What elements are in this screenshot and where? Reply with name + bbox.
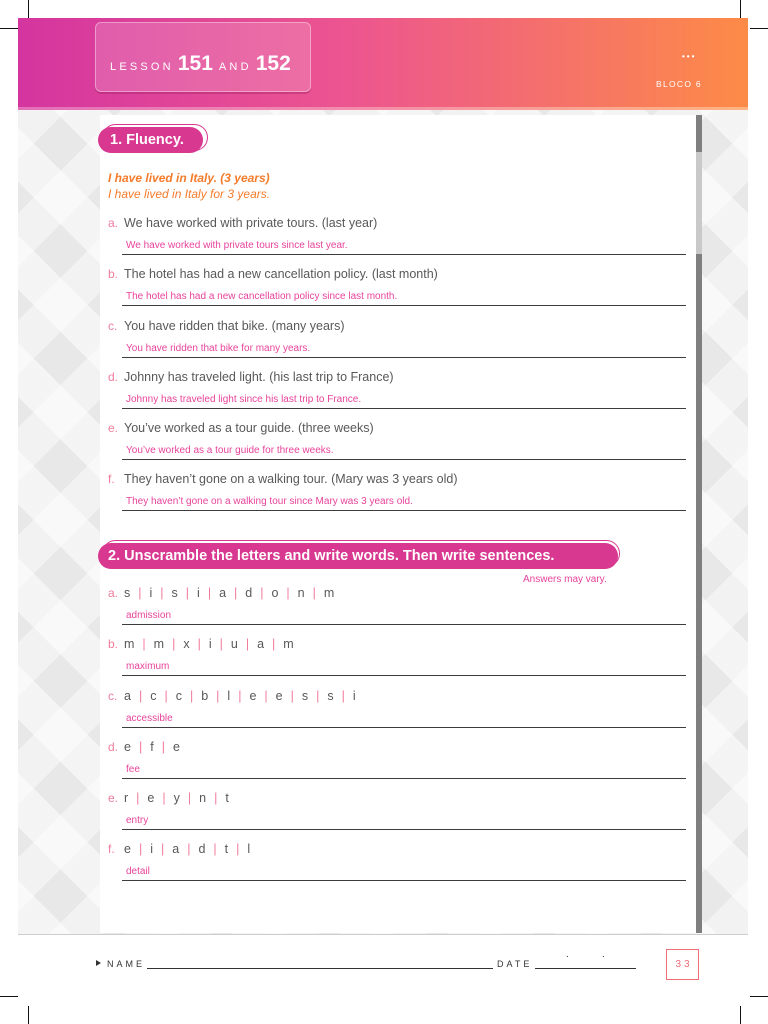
letter-separator: |	[197, 637, 201, 652]
item-letter: a.	[108, 586, 119, 600]
scrambled-letter: l	[227, 688, 231, 703]
scrambled-letter: i	[150, 842, 153, 857]
date-separator-dot: .	[602, 949, 605, 960]
name-field[interactable]	[147, 968, 493, 969]
scrambled-letter: u	[230, 637, 238, 652]
letter-separator: |	[172, 637, 176, 652]
scrambled-letter: s	[171, 586, 178, 600]
fluency-item	[108, 316, 686, 367]
section1-title: 1. Fluency.	[98, 127, 203, 153]
lesson-number-first: 151	[177, 52, 213, 75]
letter-separator: |	[142, 637, 146, 652]
scrambled-letter: t	[225, 791, 229, 806]
answers-note: Answers may vary.	[523, 574, 607, 585]
section2-title: 2. Unscramble the letters and write words. Then write sentences.	[98, 543, 618, 569]
example-answer: I have lived in Italy for 3 years.	[108, 187, 271, 201]
lesson-title	[110, 49, 291, 79]
letter-separator: |	[290, 688, 294, 703]
block-label: BLOCO 6	[656, 79, 702, 89]
scrambled-letters-row	[108, 583, 686, 603]
unscramble-item	[108, 788, 686, 839]
fluency-prompt-row	[108, 469, 686, 489]
scrambled-letter: e	[275, 688, 283, 703]
letter-separator: |	[161, 739, 165, 754]
letter-separator: |	[260, 586, 264, 600]
letter-separator: |	[264, 688, 268, 703]
letter-separator: |	[136, 791, 140, 806]
scrambled-letter: a	[124, 688, 131, 703]
letter-separator: |	[185, 586, 190, 600]
fluency-prompt: They haven’t gone on a walking tour. (Mary was 3 years old)	[124, 472, 458, 487]
scrambled-letter: m	[153, 637, 165, 652]
lesson-word: LESSON	[110, 61, 174, 73]
fluency-prompt-row	[108, 264, 686, 284]
letter-separator: |	[214, 791, 218, 806]
unscramble-answer: entry	[122, 814, 686, 830]
fluency-prompt-row	[108, 316, 686, 336]
scrambled-letter: x	[183, 637, 190, 652]
fluency-item	[108, 264, 686, 315]
letter-separator: |	[160, 586, 164, 600]
lesson-header	[18, 18, 748, 110]
scrambled-letter: s	[327, 688, 334, 703]
letter-separator: |	[187, 791, 192, 806]
name-label: NAME	[107, 959, 146, 969]
fluency-answer: They haven’t gone on a walking tour since Mary was 3 years old.	[122, 495, 686, 511]
date-field[interactable]	[535, 968, 636, 969]
crop-mark	[740, 1006, 741, 1024]
fluency-answer: You’ve worked as a tour guide for three weeks.	[122, 444, 686, 460]
panel-edge-highlight	[696, 152, 702, 254]
letter-separator: |	[138, 842, 143, 857]
scrambled-letter: e	[172, 739, 180, 754]
date-label: DATE	[497, 959, 533, 969]
page-number: 33	[666, 949, 699, 980]
scrambled-letter: d	[198, 842, 206, 857]
fluency-item	[108, 418, 686, 469]
scrambled-letter: s	[301, 688, 309, 703]
scrambled-letter: e	[124, 739, 131, 754]
scrambled-letter: o	[271, 586, 279, 600]
crop-mark	[750, 28, 768, 29]
scrambled-letters-row	[108, 686, 686, 706]
fluency-prompt-row	[108, 367, 686, 387]
fluency-item	[108, 367, 686, 418]
unscramble-list	[108, 583, 686, 891]
scrambled-letters-row	[108, 839, 686, 859]
scrambled-letter: i	[197, 586, 200, 600]
fluency-item	[108, 213, 686, 264]
unscramble-answer: accessible	[122, 712, 686, 728]
letter-separator: |	[245, 637, 250, 652]
scrambled-letter: m	[323, 586, 335, 600]
letter-separator: |	[238, 688, 242, 703]
letter-separator: |	[286, 586, 290, 600]
scrambled-letter: i	[352, 688, 356, 703]
scrambled-letter: d	[245, 586, 253, 600]
letter-separator: |	[272, 637, 276, 652]
crop-mark	[0, 28, 18, 29]
fluency-answer: Johnny has traveled light since his last trip to France.	[122, 393, 686, 409]
fluency-answer: We have worked with private tours since last year.	[122, 239, 686, 255]
scrambled-letter: t	[224, 842, 229, 857]
scrambled-letter: m	[283, 637, 294, 652]
item-letter: c.	[108, 318, 118, 333]
letter-separator: |	[219, 637, 223, 652]
crop-mark	[0, 996, 18, 997]
letter-separator: |	[138, 688, 143, 703]
letter-separator: |	[236, 842, 240, 857]
fluency-prompt-row	[108, 213, 686, 233]
fluency-prompt: You have ridden that bike. (many years)	[124, 318, 345, 333]
scrambled-letter: y	[173, 791, 180, 806]
item-letter: f.	[108, 472, 115, 487]
item-letter: d.	[108, 739, 119, 754]
fluency-answer: You have ridden that bike for many years.	[122, 342, 686, 358]
item-letter: c.	[108, 688, 118, 703]
fluency-prompt: We have worked with private tours. (last year)	[124, 216, 378, 230]
scrambled-letter: n	[297, 586, 305, 600]
fluency-prompt: The hotel has had a new cancellation policy. (last month)	[124, 267, 438, 282]
letter-separator: |	[189, 688, 194, 703]
scrambled-letter: c	[175, 688, 182, 703]
scrambled-letter: a	[172, 842, 180, 857]
lesson-number-second: 152	[255, 52, 291, 75]
letter-separator: |	[162, 791, 166, 806]
scrambled-letter: e	[124, 842, 131, 857]
example-prompt: I have lived in Italy. (3 years)	[108, 171, 270, 185]
item-letter: e.	[108, 791, 119, 806]
scrambled-letter: e	[147, 791, 155, 806]
unscramble-item	[108, 686, 686, 737]
letter-separator: |	[207, 586, 212, 600]
scrambled-letters-row	[108, 634, 686, 654]
crop-mark	[28, 0, 29, 18]
item-letter: a.	[108, 216, 119, 230]
item-letter: d.	[108, 369, 119, 384]
letter-separator: |	[216, 688, 220, 703]
unscramble-answer: fee	[122, 763, 686, 779]
scrambled-letter: i	[208, 637, 212, 652]
unscramble-answer: admission	[122, 609, 686, 625]
scrambled-letter: n	[199, 791, 207, 806]
letter-separator: |	[160, 842, 165, 857]
crop-mark	[740, 0, 741, 18]
scrambled-letter: a	[219, 586, 227, 600]
scrambled-letter: i	[149, 586, 153, 600]
scrambled-letters-row	[108, 788, 686, 808]
header-bottom-strip	[18, 107, 748, 110]
date-separator-dot: .	[566, 949, 569, 960]
unscramble-answer: maximum	[122, 660, 686, 676]
letter-separator: |	[164, 688, 168, 703]
letter-separator: |	[341, 688, 345, 703]
scrambled-letter: r	[124, 791, 129, 806]
scrambled-letter: b	[201, 688, 209, 703]
unscramble-item	[108, 737, 686, 788]
and-word: AND	[218, 61, 252, 73]
letter-separator: |	[316, 688, 320, 703]
scrambled-letter: c	[150, 688, 157, 703]
crop-mark	[28, 1006, 29, 1024]
fluency-prompt: Johnny has traveled light. (his last trip to France)	[124, 369, 394, 384]
unscramble-item	[108, 583, 686, 634]
letter-separator: |	[138, 739, 143, 754]
item-letter: e.	[108, 421, 119, 436]
letter-separator: |	[138, 586, 142, 600]
fluency-answer: The hotel has had a new cancellation policy since last month.	[122, 290, 686, 306]
scrambled-letters-row	[108, 737, 686, 757]
scrambled-letter: l	[247, 842, 251, 857]
item-letter: b.	[108, 267, 119, 282]
scrambled-letter: a	[257, 637, 265, 652]
triangle-right-icon	[96, 960, 101, 966]
letter-separator: |	[234, 586, 238, 600]
letter-separator: |	[213, 842, 217, 857]
fluency-prompt-row	[108, 418, 686, 438]
letter-separator: |	[187, 842, 191, 857]
fluency-prompt: You’ve worked as a tour guide. (three weeks)	[124, 421, 374, 436]
letter-separator: |	[312, 586, 316, 600]
item-letter: b.	[108, 637, 119, 652]
scrambled-letter: f	[150, 739, 154, 754]
scrambled-letter: e	[249, 688, 257, 703]
unscramble-item	[108, 634, 686, 685]
scrambled-letter: m	[124, 637, 135, 652]
unscramble-item	[108, 839, 686, 890]
crop-mark	[750, 996, 768, 997]
unscramble-answer: detail	[122, 865, 686, 881]
item-letter: f.	[108, 842, 115, 857]
more-dots-icon: •••	[682, 52, 697, 61]
fluency-list	[108, 213, 686, 521]
fluency-item	[108, 469, 686, 520]
scrambled-letter: s	[124, 586, 131, 600]
